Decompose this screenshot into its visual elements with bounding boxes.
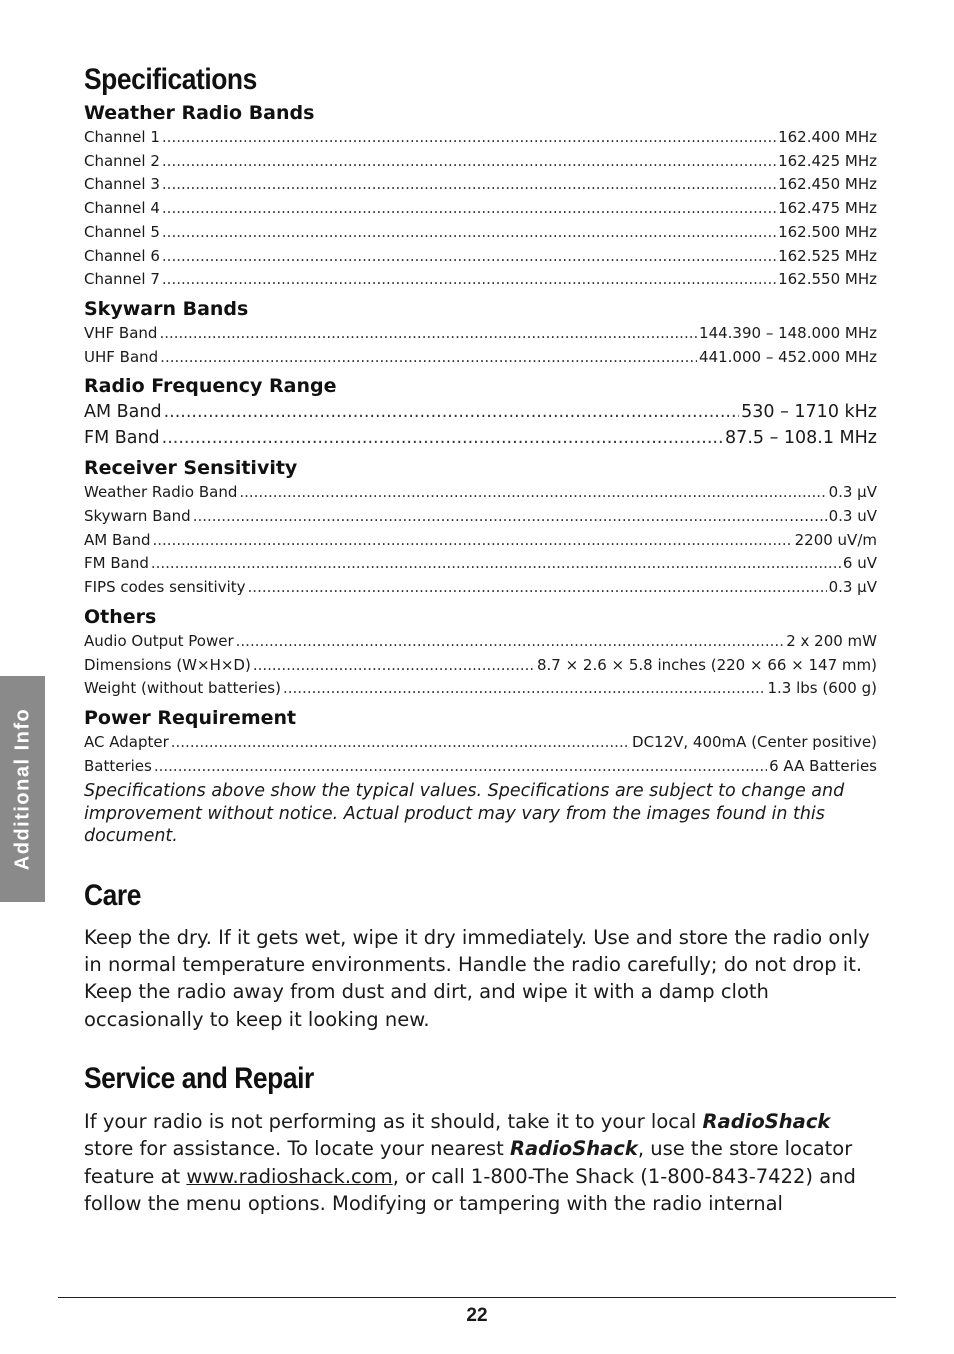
spec-label: Skywarn Band [84, 507, 191, 526]
spec-label: Weight (without batteries) [84, 679, 281, 698]
brand-name: RadioShack [509, 1137, 638, 1161]
spec-row [84, 322, 877, 346]
spec-group-heading: Skywarn Bands [84, 297, 249, 320]
spec-label: VHF Band [84, 323, 158, 342]
dot-leader [162, 150, 776, 174]
spec-row [84, 630, 877, 654]
spec-value: 0.3 µV [828, 483, 877, 502]
spec-label: Audio Output Power [84, 631, 234, 650]
spec-label: Batteries [84, 756, 152, 775]
spec-row [84, 505, 877, 529]
spec-label: Channel 5 [84, 222, 160, 241]
dot-leader [162, 268, 776, 292]
spec-value: 162.450 MHz [778, 175, 877, 194]
dot-leader [164, 399, 740, 425]
website-link[interactable]: www.radioshack.com [186, 1164, 393, 1188]
spec-label: FM Band [84, 428, 160, 449]
spec-value: 162.425 MHz [778, 151, 877, 170]
dot-leader [162, 425, 723, 451]
spec-value: 87.5 – 108.1 MHz [725, 428, 877, 449]
spec-label: AM Band [84, 402, 162, 423]
spec-label: Dimensions (W×H×D) [84, 655, 251, 674]
spec-row [84, 221, 877, 245]
spec-value: 162.475 MHz [778, 199, 877, 218]
side-tab-label: Additional Info [11, 707, 33, 871]
care-title: Care [84, 878, 141, 912]
specifications-note: Specifications above show the typical values. Specifications are subject to change and improvement without notice. Actual product may vary from the images found in this document. [84, 781, 845, 847]
dot-leader [162, 126, 776, 150]
spec-label: Channel 4 [84, 199, 160, 218]
spec-label: Channel 3 [84, 175, 160, 194]
spec-row [84, 245, 877, 269]
dot-leader [152, 529, 792, 553]
dot-leader [162, 245, 776, 269]
spec-value: 6 uV [842, 554, 877, 573]
spec-group-heading: Others [84, 605, 157, 628]
dot-leader [162, 221, 776, 245]
spec-value: ……..0.3 uV [789, 507, 877, 526]
spec-row [84, 126, 877, 150]
dot-leader [160, 346, 697, 370]
spec-value: 1.3 lbs (600 g) [767, 679, 877, 698]
spec-label: UHF Band [84, 347, 159, 366]
dot-leader [253, 654, 535, 678]
spec-value: DC12V, 400mA (Center positive) [632, 732, 877, 751]
spec-label: AM Band [84, 530, 151, 549]
spec-group-heading: Power Requirement [84, 706, 297, 729]
section-side-tab [0, 676, 45, 902]
spec-row [84, 481, 877, 505]
page-number: 22 [466, 1305, 488, 1326]
spec-value: 162.400 MHz [778, 128, 877, 146]
spec-group-heading: Weather Radio Bands [84, 102, 315, 124]
spec-value: 530 – 1710 kHz [741, 402, 877, 423]
spec-label: Channel 7 [84, 270, 160, 289]
page-content [84, 60, 877, 1217]
dot-leader [162, 173, 776, 197]
specifications-list [84, 100, 877, 778]
spec-row [84, 677, 877, 701]
spec-value: 8.7 × 2.6 × 5.8 inches (220 × 66 × 147 mm) [536, 655, 877, 674]
service-text-part3: , use the store locator feature at [84, 1137, 853, 1188]
dot-leader [151, 552, 841, 576]
spec-value: 144.390 – 148.000 MHz [699, 323, 877, 342]
dot-leader [193, 505, 787, 529]
spec-group-heading: Radio Frequency Range [84, 375, 337, 398]
spec-row [84, 197, 877, 221]
spec-label: Weather Radio Band [84, 483, 238, 502]
spec-row [84, 654, 877, 678]
spec-label: Channel 1 [84, 128, 160, 146]
spec-row [84, 173, 877, 197]
spec-row [84, 529, 877, 553]
spec-value: 2 x 200 mW [786, 631, 877, 650]
service-text-part1: If your radio is not performing as it should, take it to your local [84, 1110, 703, 1134]
spec-row [84, 552, 877, 576]
spec-label: AC Adapter [84, 732, 169, 751]
spec-row [84, 399, 877, 425]
care-text: Keep the dry. If it gets wet, wipe it dry immediately. Use and store the radio only in normal temperature environments. Handle the radio carefully; do not drop it. Keep the radio away from dust and dirt, and wipe it with a damp cloth occasionally to keep it looking new. [84, 925, 870, 1031]
spec-label: Channel 2 [84, 151, 160, 170]
spec-label: Channel 6 [84, 246, 160, 265]
spec-group-heading: Receiver Sensitivity [84, 457, 298, 480]
dot-leader [159, 322, 697, 346]
service-text-part2: store for assistance. To locate your nearest [84, 1137, 510, 1161]
spec-value: 162.550 MHz [778, 270, 877, 289]
dot-leader [171, 731, 630, 755]
spec-value: 6 AA Batteries [769, 756, 877, 775]
dot-leader [162, 197, 776, 221]
dot-leader [283, 677, 765, 701]
spec-row [84, 346, 877, 370]
spec-row [84, 576, 877, 600]
service-text-part4: , or call 1-800-The Shack (1-800-843-7422) and follow the menu options. Modifying or tampering with the radio internal [84, 1164, 856, 1215]
dot-leader [248, 576, 827, 600]
service-text [84, 1108, 877, 1217]
service-title: Service and Repair [84, 1062, 314, 1096]
spec-value: 162.525 MHz [778, 246, 877, 265]
spec-value: 162.500 MHz [778, 222, 877, 241]
specifications-title: Specifications [84, 63, 257, 96]
spec-row [84, 150, 877, 174]
spec-row [84, 731, 877, 755]
spec-row [84, 755, 877, 779]
dot-leader [236, 630, 785, 654]
spec-label: FIPS codes sensitivity [84, 578, 246, 597]
spec-row [84, 425, 877, 451]
spec-label: FM Band [84, 554, 149, 573]
dot-leader [239, 481, 826, 505]
footer-divider [58, 1297, 896, 1298]
spec-value: 0.3 µV [828, 578, 877, 597]
spec-row [84, 268, 877, 292]
dot-leader [154, 755, 767, 779]
spec-value: 2200 uV/m [794, 530, 877, 549]
brand-name: RadioShack [702, 1110, 831, 1134]
spec-value: 441.000 – 452.000 MHz [699, 347, 877, 366]
